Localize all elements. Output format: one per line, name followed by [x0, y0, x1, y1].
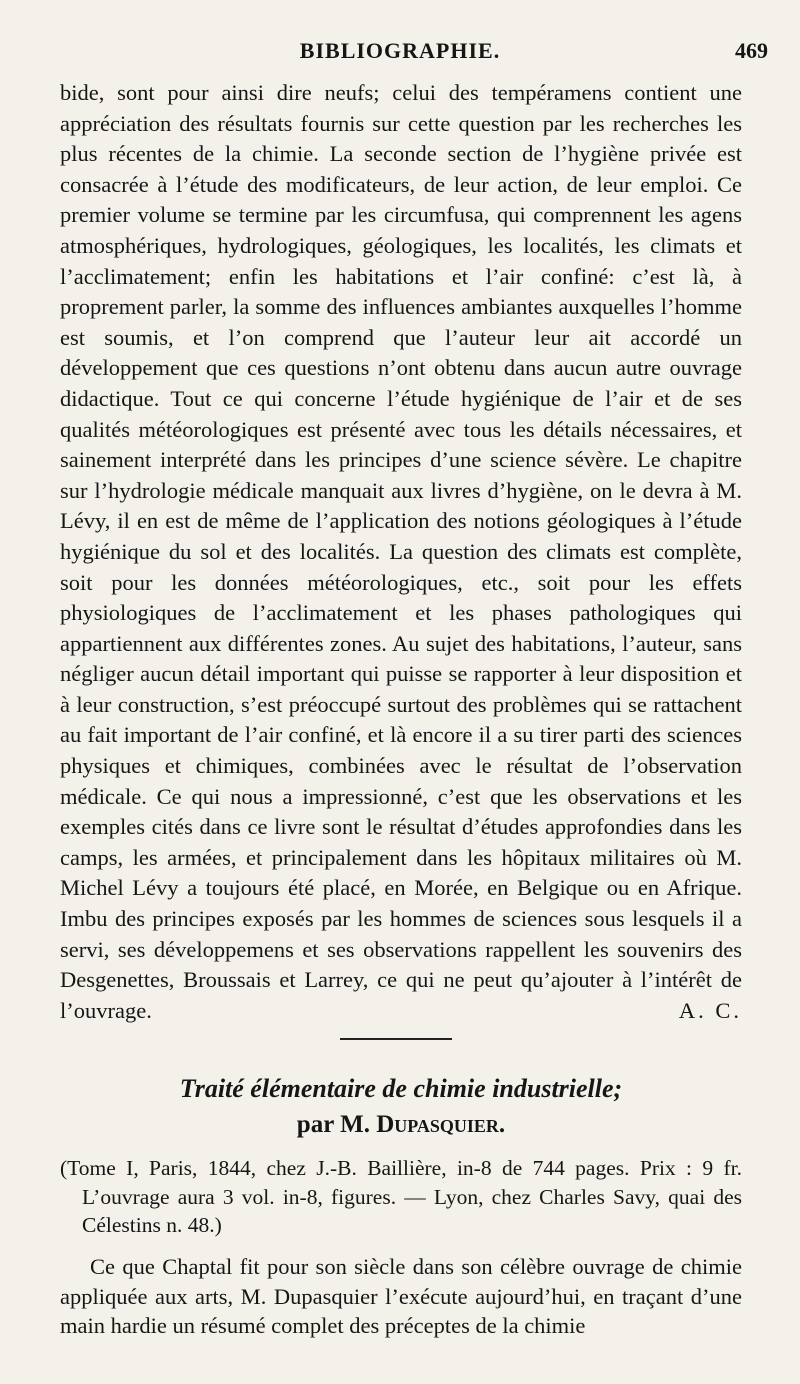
bibliographic-note-text: (Tome I, Paris, 1844, chez J.-B. Baillière, in-8 de 744 pages. Prix : 9 fr. L’ouvrage aura 3 vol. in-8, figures. — Lyon, chez Charles Savy, quai des Célestins n. 48.) [60, 1156, 742, 1237]
running-title: BIBLIOGRAPHIE. [299, 38, 501, 63]
review-text: bide, sont pour ainsi dire neufs; celui des tempéramens contient une appréciation des résultats fournis sur cette question par les recherches les plus récentes de la chimie. La seconde section de l’hygiène privée est consacrée à l’étude des modificateurs, de leur action, de leur emploi. Ce premier volume se termine par les circumfusa, qui comprennent les agens atmosphériques, hydrologiques, géologiques, les localités, les climats et l’acclimatement; enfin les habitations et l’air confiné: c’est là, à proprement parler, la somme des influences ambiantes auxquelles l’homme est soumis, et l’on comprend que l’auteur leur ait accordé un développement que ces questions n’ont obtenu dans aucun autre ouvrage didactique. Tout ce qui concerne l’étude hygiénique de l’air et de ses qualités météorologiques est présenté avec tous les détails nécessaires, et sainement interprété dans les principes d’une science sévère. Le chapitre sur l’hydrologie médicale manquait aux livres d’hygiène, on le devra à M. Lévy, il en est de même de l’application des notions géologiques à l’étude hygiénique du sol et des localités. La question des climats est complète, soit pour les données météorologiques, etc., soit pour les effets physiologiques de l’acclimatement et les phases pathologiques qui appartiennent aux différentes zones. Au sujet des habitations, l’auteur, sans négliger aucun détail important qui puisse se rapporter à leur disposition et à leur construction, s’est préoccupé surtout des problèmes qui se rattachent au fait important de l’air confiné, et là encore il a su tirer parti des sciences physiques et chimiques, combinées avec le résultat de l’observation médicale. Ce qui nous a impressionné, c’est que les observations et les exemples cités dans ce livre sont le résultat d’études approfondies dans les camps, les armées, et principalement dans les hôpitaux militaires où M. Michel Lévy a toujours été placé, en Morée, en Belgique ou en Afrique. Imbu des principes exposés par les hommes de sciences sous lesquels il a servi, ses développemens et ses observations rappellent les souvenirs des Desgenettes, Broussais et Larrey, ce qui ne peut qu’ajouter à l’intérêt de l’ouvrage. [60, 80, 742, 1023]
running-header [0, 38, 800, 78]
review-intro [60, 1252, 742, 1341]
bibliographic-note [60, 1154, 742, 1240]
author-name: Dupasquier. [376, 1111, 506, 1138]
book-author [60, 1108, 742, 1142]
review-paragraph [60, 78, 742, 1026]
review-signature: A. C. [678, 997, 742, 1023]
author-prefix: par M. [296, 1111, 377, 1138]
book-title: Traité élémentaire de chimie industrielle; [179, 1074, 623, 1103]
review-body [60, 78, 742, 1026]
page-number: 469 [735, 38, 768, 63]
section-divider [340, 1038, 452, 1040]
review-intro-text: Ce que Chaptal fit pour son siècle dans son célèbre ouvrage de chimie appliquée aux arts, M. Dupasquier l’exécute aujourd’hui, en traçant d’une main hardie un résumé complet des préceptes de la chimie [60, 1254, 742, 1338]
